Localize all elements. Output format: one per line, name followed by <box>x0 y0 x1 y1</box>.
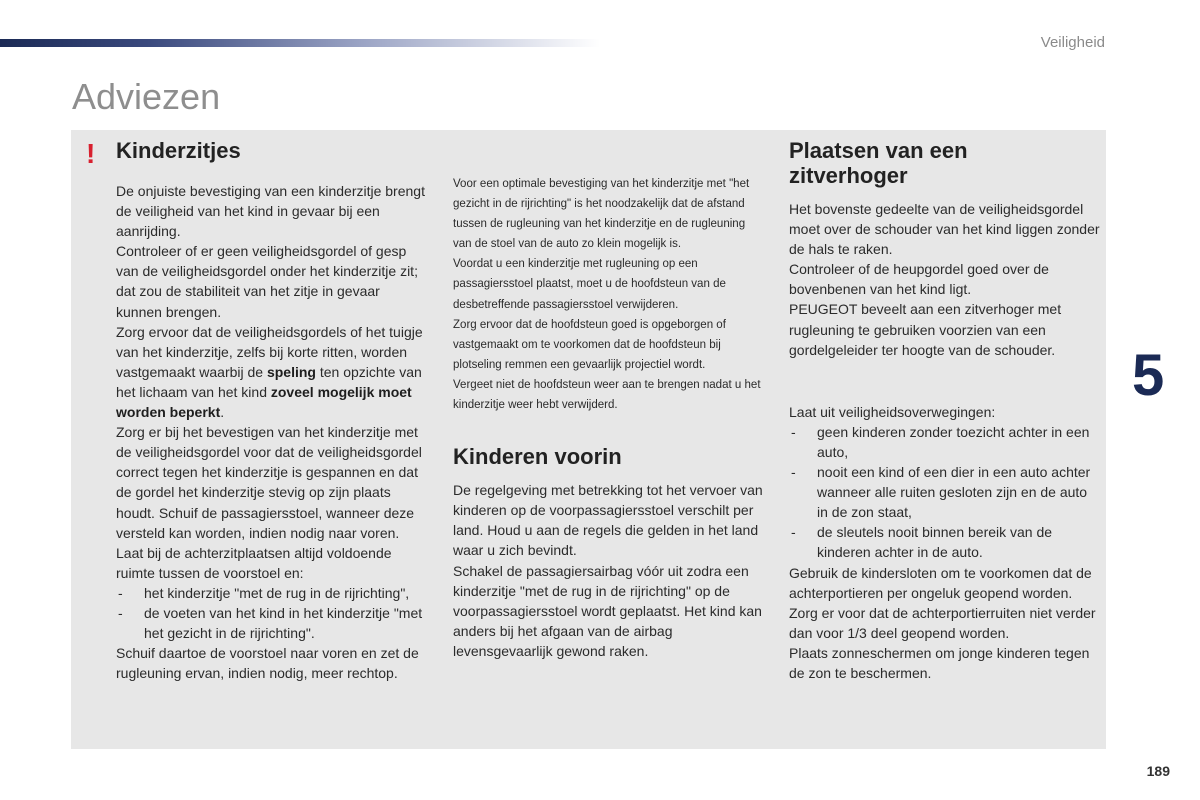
heading-zitverhoger: Plaatsen van een zitverhoger <box>789 138 968 188</box>
list-item: - de sleutels nooit binnen bereik van de kinderen achter in de auto. <box>789 522 1101 562</box>
paragraph: Zorg er bij het bevestigen van het kinderzitje met de veiligheidsgordel voor dat de veiligheidsgordel correct tegen het kinderzitje is gespannen en dat de gordel het kinderzitje stevig op zijn plaats houdt. Schuif de passagiersstoel, wanneer deze versteld kan worden, indien nodig naar voren. <box>116 424 422 541</box>
page-title: Adviezen <box>72 76 221 117</box>
paragraph: PEUGEOT beveelt aan een zitverhoger met rugleuning te gebruiken voorzien van een gordelgeleider ter hoogte van de schouder. <box>789 301 1062 358</box>
paragraph: Controleer of er geen veiligheidsgordel of gesp van de veiligheidsgordel onder het kinderzitje zit; dat zou de stabiliteit van het zitje in gevaar kunnen brengen. <box>116 243 418 320</box>
text-block <box>453 480 765 661</box>
paragraph: Plaats zonneschermen om jonge kinderen tegen de zon te beschermen. <box>789 644 1090 681</box>
paragraph: Zorg ervoor dat de veiligheidsgordels of het tuigje van het kinderzitje, zelfs bij korte ritten, worden vastgemaakt waarbij de speling ten opzichte van het lichaam van het kind zoveel mogelijk moet worden beperkt. <box>116 323 423 421</box>
dash-list <box>789 422 1101 563</box>
paragraph: Zorg ervoor dat de hoofdsteun goed is opgeborgen of vastgemaakt om te voorkomen dat de hoofdsteun bij plotseling remmen een gevaarlijk projectiel wordt. <box>453 316 726 371</box>
heading-kinderzitjes: Kinderzitjes <box>116 138 241 163</box>
page-number: 189 <box>1146 763 1170 779</box>
emphasis: zoveel mogelijk moet worden beperkt <box>116 383 412 421</box>
paragraph: Voor een optimale bevestiging van het kinderzitje met "het gezicht in de rijrichting" is het noodzakelijk dat de afstand tussen de rugleuning van het kinderzitje en de rugleuning van de stoel van de auto zo klein mogelijk is. <box>453 176 750 251</box>
paragraph: Het bovenste gedeelte van de veiligheidsgordel moet over de schouder van het kind liggen zonder de hals te raken. <box>789 201 1100 258</box>
text-block-condensed <box>453 173 765 414</box>
paragraph: Laat bij de achterzitplaatsen altijd voldoende ruimte tussen de voorstoel en: <box>116 544 392 581</box>
column-kinderzitjes <box>116 130 428 683</box>
list-item: - nooit een kind of een dier in een auto achter wanneer alle ruiten gesloten zijn en de auto in de zon staat, <box>789 462 1101 522</box>
emphasis: speling <box>266 363 316 380</box>
list-item: - het kinderzitje "met de rug in de rijrichting", <box>116 583 428 603</box>
paragraph: Gebruik de kindersloten om te voorkomen dat de achterportieren per ongeluk geopend worden. <box>789 564 1092 601</box>
content-panel <box>71 130 1106 749</box>
paragraph: De regelgeving met betrekking tot het vervoer van kinderen op de voorpassagiersstoel verschilt per land. Houd u aan de regels die gelden in het land waar u zich bevindt. <box>453 482 763 559</box>
header-gradient-bar <box>0 39 600 47</box>
paragraph: Schuif daartoe de voorstoel naar voren en zet de rugleuning ervan, indien nodig, meer rechtop. <box>116 645 419 682</box>
spacer <box>789 360 1101 402</box>
warning-icon: ! <box>86 138 96 169</box>
paragraph: De onjuiste bevestiging van een kinderzitje brengt de veiligheid van het kind in gevaar bij een aanrijding. <box>116 183 425 240</box>
paragraph: Zorg er voor dat de achterportierruiten niet verder dan voor 1/3 deel geopend worden. <box>789 604 1096 641</box>
paragraph: Voordat u een kinderzitje met rugleuning op een passagiersstoel plaatst, moet u de hoofdsteun van de desbetreffende passagiersstoel verwijderen. <box>453 256 726 311</box>
column-middle <box>453 130 765 661</box>
text-block <box>789 199 1101 683</box>
paragraph: Controleer of de heupgordel goed over de bovenbenen van het kind ligt. <box>789 261 1049 298</box>
dash-list <box>116 583 428 643</box>
list-item: - geen kinderen zonder toezicht achter in een auto, <box>789 422 1101 462</box>
column-zitverhoger <box>789 130 1101 683</box>
list-item: - de voeten van het kind in het kinderzitje "met het gezicht in de rijrichting". <box>116 603 428 643</box>
heading-kinderen-voorin: Kinderen voorin <box>453 444 622 470</box>
text-block <box>116 181 428 683</box>
paragraph: Laat uit veiligheidsoverwegingen: <box>789 403 996 420</box>
section-label: Veiligheid <box>1040 34 1105 51</box>
chapter-number: 5 <box>1132 343 1165 408</box>
paragraph: Vergeet niet de hoofdsteun weer aan te brengen nadat u het kinderzitje weer hebt verwijderd. <box>453 376 761 412</box>
paragraph: Schakel de passagiersairbag vóór uit zodra een kinderzitje "met de rug in de rijrichting" op de voorpassagiersstoel wordt geplaatst. Het kind kan anders bij het afgaan van de airbag levensgevaarlijk gewond raken. <box>453 562 762 659</box>
